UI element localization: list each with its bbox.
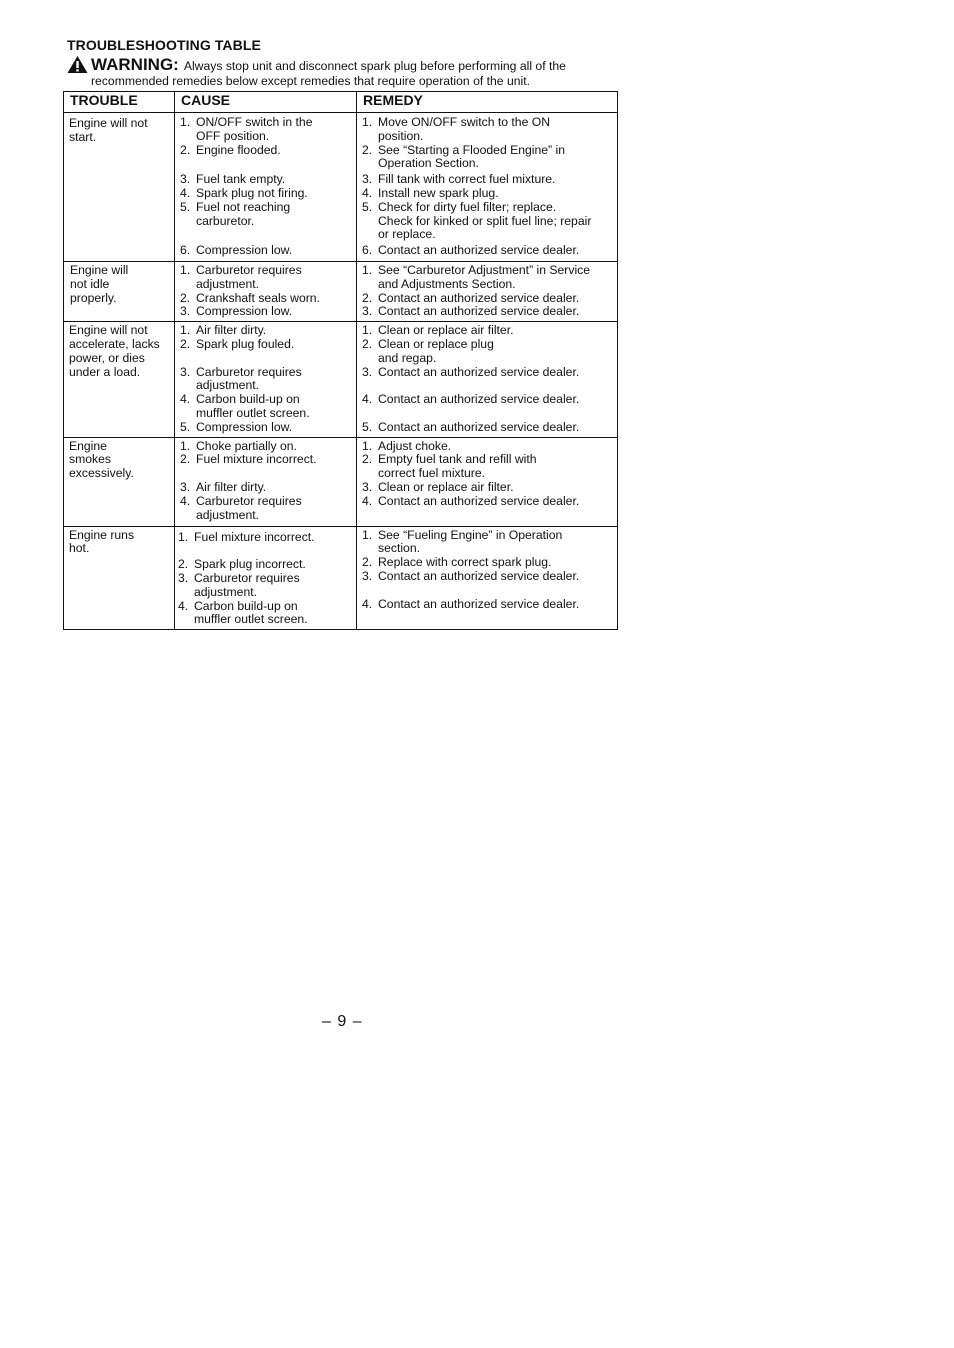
list-item: 1. Carburetor requires adjustment. (180, 263, 302, 291)
list-item: 3. Clean or replace air filter. (362, 479, 514, 494)
list-item: 1. Choke partially on. (180, 438, 297, 453)
cause-list (175, 438, 356, 525)
list-item: 1. See “Carburetor Adjustment” in Service and Adjustments Section. (362, 263, 591, 291)
list-item: 1. Clean or replace air filter. (362, 323, 514, 338)
list-item: 1. Move ON/OFF switch to the ON position. (362, 115, 551, 143)
list-item: 2. Fuel mixture incorrect. (180, 452, 317, 467)
remedy-list (357, 262, 617, 321)
list-item: 5. Compression low. (180, 419, 293, 434)
cause-list (175, 262, 356, 321)
list-item: 2. See “Starting a Flooded Engine” in Operation Section. (362, 142, 565, 171)
warning-text-line2: recommended remedies below except remedies that require operation of the unit. (91, 74, 530, 88)
remedy-list (357, 438, 617, 511)
header-cause: CAUSE (175, 92, 357, 113)
list-item: 2. Engine flooded. (180, 142, 281, 157)
list-item: 3. Compression low. (180, 304, 293, 319)
list-item: 2. Spark plug incorrect. (178, 557, 306, 572)
list-item: 3. Carburetor requires adjustment. (178, 570, 300, 599)
list-item: 2. Contact an authorized service dealer. (362, 290, 580, 305)
page-number: – 9 – (322, 1013, 363, 1030)
trouble-text: Engine runs hot. (69, 527, 135, 556)
list-item: 3. Contact an authorized service dealer. (362, 568, 580, 583)
table-row (64, 322, 618, 437)
list-item: 6. Contact an authorized service dealer. (362, 243, 580, 258)
list-item: 4. Install new spark plug. (362, 185, 499, 200)
list-item: 4. Carbon build-up on muffler outlet screen. (178, 598, 308, 627)
list-item: 5. Check for dirty fuel filter; replace. Check for kinked or split fuel line; repair or replace. (362, 199, 592, 242)
list-item: 1. Fuel mixture incorrect. (178, 529, 315, 544)
header-remedy: REMEDY (357, 92, 618, 113)
warning-text-line1: Always stop unit and disconnect spark plug before performing all of the (183, 59, 566, 73)
warning-label: WARNING: (91, 55, 179, 74)
trouble-text: Engine will not start. (69, 116, 148, 144)
warning-triangle-icon (67, 55, 88, 74)
remedy-list (357, 113, 617, 260)
list-item: 4. Contact an authorized service dealer. (362, 596, 580, 611)
cause-list (175, 322, 356, 436)
cause-list (175, 113, 356, 260)
list-item: 1. See “Fueling Engine” in Operation section. (362, 527, 563, 556)
list-item: 3. Carburetor requires adjustment. (180, 364, 302, 393)
warning-notice (67, 55, 627, 88)
table-row (64, 113, 618, 262)
list-item: 2. Clean or replace plug and regap. (362, 336, 494, 365)
list-item: 4. Carburetor requires adjustment. (180, 493, 302, 522)
list-item: 3. Contact an authorized service dealer. (362, 304, 580, 319)
list-item: 5. Contact an authorized service dealer. (362, 419, 580, 434)
table-header-row (64, 92, 618, 113)
cause-list (175, 527, 356, 630)
trouble-text: Engine will not accelerate, lacks power, or dies under a load. (69, 323, 160, 379)
trouble-text: Engine smokes excessively. (69, 438, 134, 481)
table-row (64, 526, 618, 630)
list-item: 4. Contact an authorized service dealer. (362, 392, 580, 407)
remedy-list (357, 527, 617, 614)
list-item: 3. Air filter dirty. (180, 479, 267, 494)
list-item: 2. Empty fuel tank and refill with correct fuel mixture. (362, 452, 537, 481)
page-title: TROUBLESHOOTING TABLE (67, 37, 261, 53)
list-item: 1. Air filter dirty. (180, 323, 267, 338)
list-item: 3. Fill tank with correct fuel mixture. (362, 172, 556, 187)
list-item: 1. Adjust choke. (362, 438, 452, 453)
list-item: 3. Fuel tank empty. (180, 172, 286, 187)
list-item: 4. Carbon build-up on muffler outlet screen. (180, 392, 310, 420)
list-item: 2. Crankshaft seals worn. (180, 290, 320, 305)
list-item: 2. Replace with correct spark plug. (362, 555, 552, 570)
trouble-text: Engine will not idle properly. (70, 263, 129, 305)
header-trouble: TROUBLE (64, 92, 175, 113)
list-item: 2. Spark plug fouled. (180, 336, 295, 351)
list-item: 3. Contact an authorized service dealer. (362, 364, 580, 379)
table-row (64, 437, 618, 526)
list-item: 1. ON/OFF switch in the OFF position. (180, 115, 313, 143)
list-item: 4. Contact an authorized service dealer. (362, 493, 580, 508)
troubleshooting-table (63, 91, 618, 630)
list-item: 5. Fuel not reaching carburetor. (180, 199, 291, 228)
list-item: 6. Compression low. (180, 243, 293, 258)
remedy-list (357, 322, 617, 436)
list-item: 4. Spark plug not firing. (180, 185, 308, 200)
table-row (64, 262, 618, 322)
